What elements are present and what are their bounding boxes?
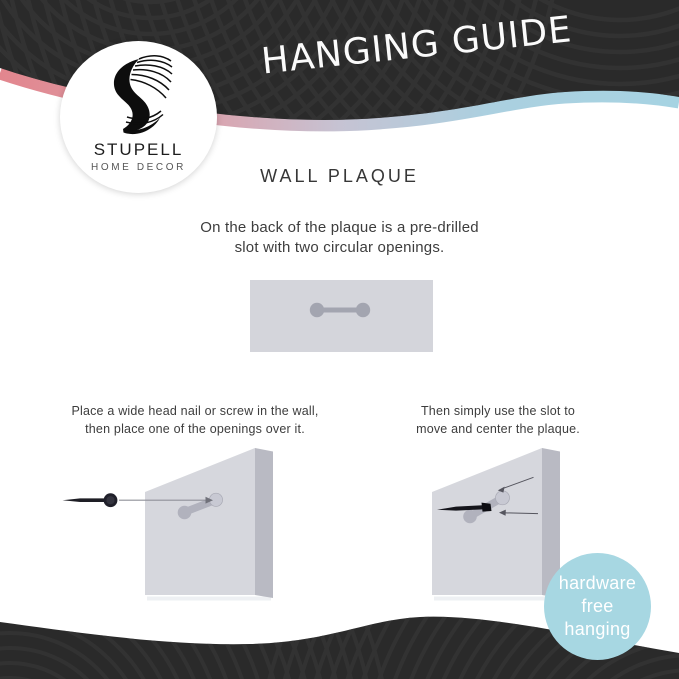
slot-lower-opening-icon [178, 506, 192, 520]
section-heading: WALL PLAQUE [260, 166, 419, 186]
plaque-graphic [145, 448, 255, 595]
brand-name: STUPELL [93, 140, 184, 159]
nail-head-icon [482, 503, 492, 512]
badge-line-1: hardware [558, 573, 637, 593]
slot-lower-opening-icon [463, 510, 477, 524]
step-2-line-1: Then simply use the slot to [420, 404, 576, 418]
step-2-line-2: move and center the plaque. [416, 422, 580, 436]
step-1-line-1: Place a wide head nail or screw in the wall, [71, 404, 319, 418]
step-1-text [40, 402, 350, 438]
plaque-back-graphic [250, 280, 433, 352]
slot-opening-left-icon [310, 303, 324, 317]
page-title: HANGING GUIDE [259, 9, 574, 83]
nail-head-center [106, 496, 114, 504]
brand-swoosh-icon [97, 55, 173, 135]
brand-logo [60, 41, 217, 193]
brand-tagline: HOME DECOR [91, 162, 186, 173]
slot-upper-opening-icon [496, 491, 510, 505]
step-2-text [398, 402, 598, 438]
intro-line-2: slot with two circular openings. [234, 239, 445, 256]
step-1-line-2: then place one of the openings over it. [85, 422, 305, 436]
plaque-back-diagram [250, 280, 433, 352]
badge-line-3: hanging [564, 619, 631, 639]
nail-icon [63, 498, 105, 502]
badge-line-2: free [581, 596, 614, 616]
plaque-side-edge [255, 448, 273, 598]
intro-line-1: On the back of the plaque is a pre-drilled [200, 219, 479, 236]
intro-text [0, 218, 679, 258]
hardware-free-badge [544, 553, 651, 660]
step-1-illustration [40, 440, 290, 610]
plaque-graphic [432, 448, 542, 595]
slot-opening-right-icon [356, 303, 370, 317]
